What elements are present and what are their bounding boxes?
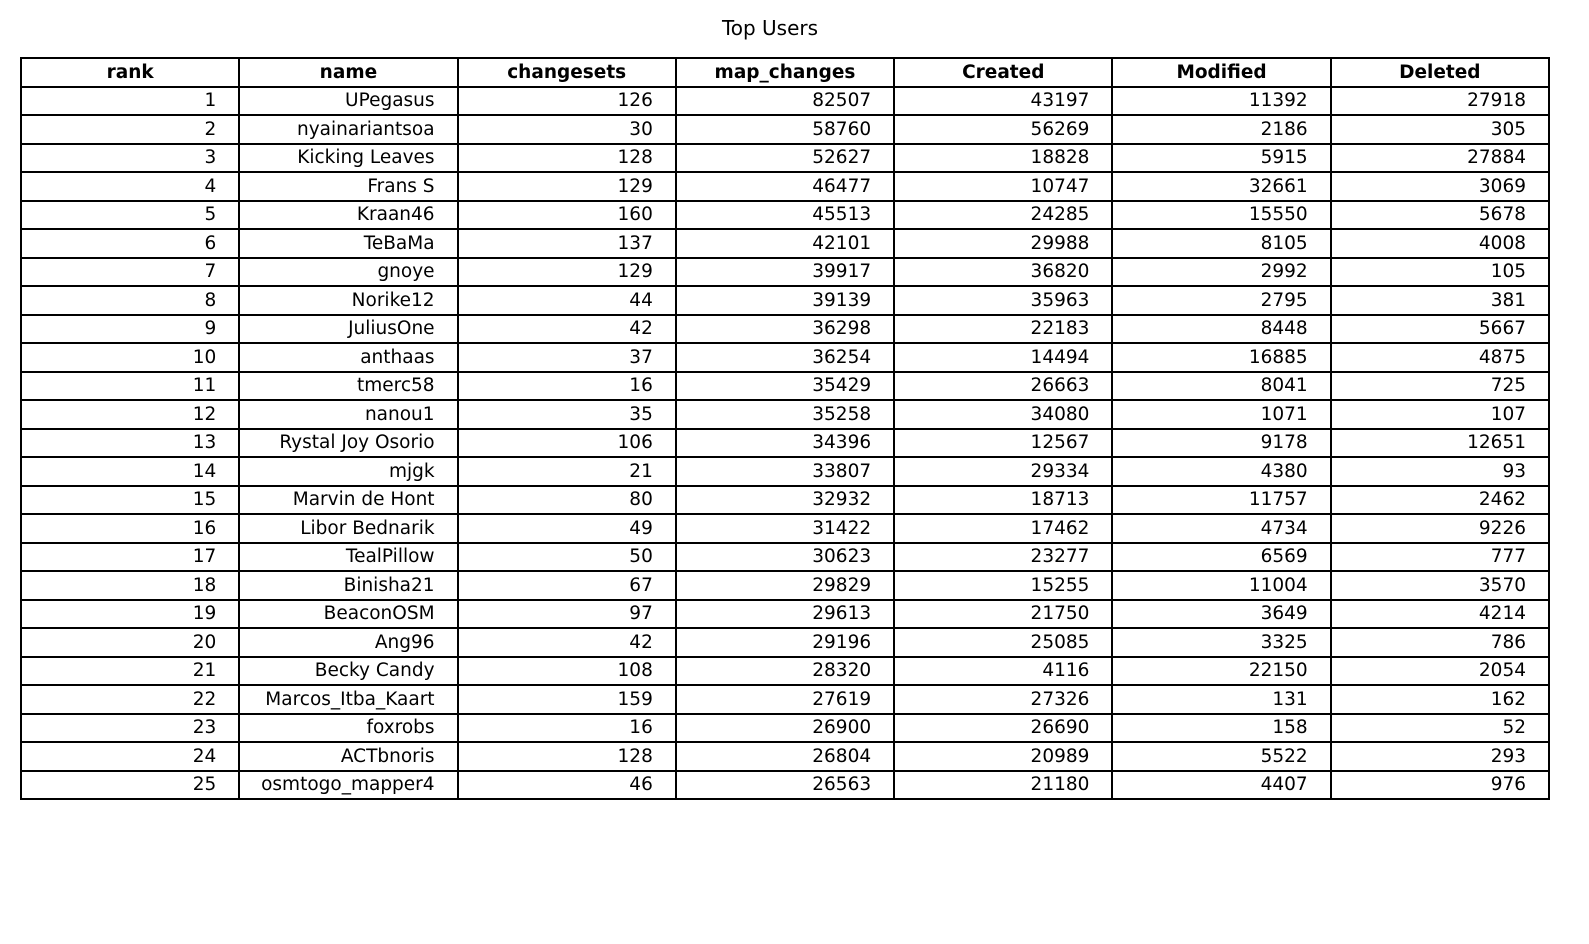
cell-name: Binisha21 bbox=[239, 571, 457, 600]
cell-rank: 24 bbox=[21, 742, 239, 771]
cell-rank: 12 bbox=[21, 400, 239, 429]
cell-name: foxrobs bbox=[239, 714, 457, 743]
cell-created: 27326 bbox=[894, 685, 1112, 714]
cell-name: JuliusOne bbox=[239, 315, 457, 344]
table-row bbox=[21, 685, 1549, 714]
cell-deleted: 976 bbox=[1331, 771, 1549, 800]
cell-modified: 32661 bbox=[1112, 172, 1330, 201]
table-row bbox=[21, 600, 1549, 629]
cell-modified: 2186 bbox=[1112, 115, 1330, 144]
header-modified: Modified bbox=[1112, 58, 1330, 87]
cell-deleted: 3570 bbox=[1331, 571, 1549, 600]
cell-modified: 1071 bbox=[1112, 400, 1330, 429]
cell-changesets: 137 bbox=[458, 229, 676, 258]
cell-modified: 11757 bbox=[1112, 486, 1330, 515]
cell-created: 14494 bbox=[894, 343, 1112, 372]
table-row bbox=[21, 144, 1549, 173]
table-row bbox=[21, 286, 1549, 315]
header-rank: rank bbox=[21, 58, 239, 87]
cell-name: BeaconOSM bbox=[239, 600, 457, 629]
cell-deleted: 105 bbox=[1331, 258, 1549, 287]
cell-rank: 22 bbox=[21, 685, 239, 714]
cell-map-changes: 45513 bbox=[676, 201, 894, 230]
cell-deleted: 786 bbox=[1331, 628, 1549, 657]
cell-modified: 2992 bbox=[1112, 258, 1330, 287]
cell-modified: 6569 bbox=[1112, 543, 1330, 572]
cell-deleted: 3069 bbox=[1331, 172, 1549, 201]
cell-rank: 19 bbox=[21, 600, 239, 629]
cell-modified: 4380 bbox=[1112, 457, 1330, 486]
cell-modified: 5915 bbox=[1112, 144, 1330, 173]
cell-name: Ang96 bbox=[239, 628, 457, 657]
cell-created: 26690 bbox=[894, 714, 1112, 743]
table-row bbox=[21, 372, 1549, 401]
cell-rank: 8 bbox=[21, 286, 239, 315]
cell-changesets: 30 bbox=[458, 115, 676, 144]
cell-created: 22183 bbox=[894, 315, 1112, 344]
cell-map-changes: 31422 bbox=[676, 514, 894, 543]
cell-rank: 1 bbox=[21, 87, 239, 116]
cell-deleted: 4875 bbox=[1331, 343, 1549, 372]
table-row bbox=[21, 571, 1549, 600]
cell-map-changes: 35429 bbox=[676, 372, 894, 401]
table-row bbox=[21, 628, 1549, 657]
cell-map-changes: 28320 bbox=[676, 657, 894, 686]
cell-rank: 25 bbox=[21, 771, 239, 800]
cell-changesets: 67 bbox=[458, 571, 676, 600]
cell-name: Becky Candy bbox=[239, 657, 457, 686]
cell-name: nanou1 bbox=[239, 400, 457, 429]
header-name: name bbox=[239, 58, 457, 87]
cell-modified: 131 bbox=[1112, 685, 1330, 714]
table-row bbox=[21, 87, 1549, 116]
cell-rank: 7 bbox=[21, 258, 239, 287]
cell-name: ACTbnoris bbox=[239, 742, 457, 771]
cell-modified: 9178 bbox=[1112, 429, 1330, 458]
cell-name: Kicking Leaves bbox=[239, 144, 457, 173]
cell-deleted: 725 bbox=[1331, 372, 1549, 401]
cell-modified: 8448 bbox=[1112, 315, 1330, 344]
cell-modified: 8041 bbox=[1112, 372, 1330, 401]
cell-name: Kraan46 bbox=[239, 201, 457, 230]
cell-name: mjgk bbox=[239, 457, 457, 486]
cell-name: tmerc58 bbox=[239, 372, 457, 401]
cell-name: Rystal Joy Osorio bbox=[239, 429, 457, 458]
cell-changesets: 44 bbox=[458, 286, 676, 315]
table-row bbox=[21, 172, 1549, 201]
cell-map-changes: 82507 bbox=[676, 87, 894, 116]
cell-modified: 2795 bbox=[1112, 286, 1330, 315]
cell-name: anthaas bbox=[239, 343, 457, 372]
cell-changesets: 42 bbox=[458, 628, 676, 657]
cell-rank: 18 bbox=[21, 571, 239, 600]
cell-name: Norike12 bbox=[239, 286, 457, 315]
cell-deleted: 93 bbox=[1331, 457, 1549, 486]
cell-map-changes: 52627 bbox=[676, 144, 894, 173]
cell-created: 18713 bbox=[894, 486, 1112, 515]
cell-rank: 15 bbox=[21, 486, 239, 515]
cell-name: Libor Bednarik bbox=[239, 514, 457, 543]
cell-rank: 2 bbox=[21, 115, 239, 144]
cell-name: Marcos_Itba_Kaart bbox=[239, 685, 457, 714]
cell-modified: 3649 bbox=[1112, 600, 1330, 629]
cell-created: 29988 bbox=[894, 229, 1112, 258]
cell-deleted: 5667 bbox=[1331, 315, 1549, 344]
cell-changesets: 16 bbox=[458, 372, 676, 401]
cell-deleted: 107 bbox=[1331, 400, 1549, 429]
cell-changesets: 108 bbox=[458, 657, 676, 686]
cell-created: 21180 bbox=[894, 771, 1112, 800]
cell-map-changes: 35258 bbox=[676, 400, 894, 429]
cell-map-changes: 29613 bbox=[676, 600, 894, 629]
header-map-changes: map_changes bbox=[676, 58, 894, 87]
cell-map-changes: 26804 bbox=[676, 742, 894, 771]
cell-name: Frans S bbox=[239, 172, 457, 201]
cell-created: 18828 bbox=[894, 144, 1112, 173]
cell-name: TealPillow bbox=[239, 543, 457, 572]
cell-rank: 23 bbox=[21, 714, 239, 743]
cell-created: 24285 bbox=[894, 201, 1112, 230]
cell-deleted: 12651 bbox=[1331, 429, 1549, 458]
top-users-table bbox=[20, 57, 1550, 800]
cell-map-changes: 26563 bbox=[676, 771, 894, 800]
cell-created: 25085 bbox=[894, 628, 1112, 657]
cell-created: 15255 bbox=[894, 571, 1112, 600]
table-row bbox=[21, 514, 1549, 543]
cell-changesets: 80 bbox=[458, 486, 676, 515]
cell-deleted: 27884 bbox=[1331, 144, 1549, 173]
cell-modified: 22150 bbox=[1112, 657, 1330, 686]
cell-changesets: 126 bbox=[458, 87, 676, 116]
cell-created: 36820 bbox=[894, 258, 1112, 287]
cell-name: Marvin de Hont bbox=[239, 486, 457, 515]
cell-changesets: 42 bbox=[458, 315, 676, 344]
cell-map-changes: 29829 bbox=[676, 571, 894, 600]
cell-deleted: 5678 bbox=[1331, 201, 1549, 230]
cell-deleted: 2054 bbox=[1331, 657, 1549, 686]
cell-created: 20989 bbox=[894, 742, 1112, 771]
cell-rank: 5 bbox=[21, 201, 239, 230]
cell-modified: 11004 bbox=[1112, 571, 1330, 600]
cell-modified: 11392 bbox=[1112, 87, 1330, 116]
table-row bbox=[21, 315, 1549, 344]
cell-rank: 3 bbox=[21, 144, 239, 173]
cell-map-changes: 36254 bbox=[676, 343, 894, 372]
cell-map-changes: 36298 bbox=[676, 315, 894, 344]
cell-map-changes: 46477 bbox=[676, 172, 894, 201]
cell-changesets: 21 bbox=[458, 457, 676, 486]
cell-map-changes: 39917 bbox=[676, 258, 894, 287]
cell-deleted: 52 bbox=[1331, 714, 1549, 743]
cell-map-changes: 26900 bbox=[676, 714, 894, 743]
cell-map-changes: 32932 bbox=[676, 486, 894, 515]
table-row bbox=[21, 429, 1549, 458]
cell-deleted: 27918 bbox=[1331, 87, 1549, 116]
table-row bbox=[21, 115, 1549, 144]
table-row bbox=[21, 457, 1549, 486]
cell-rank: 21 bbox=[21, 657, 239, 686]
cell-map-changes: 27619 bbox=[676, 685, 894, 714]
cell-modified: 158 bbox=[1112, 714, 1330, 743]
cell-created: 21750 bbox=[894, 600, 1112, 629]
cell-modified: 5522 bbox=[1112, 742, 1330, 771]
table-row bbox=[21, 343, 1549, 372]
table-row bbox=[21, 714, 1549, 743]
cell-map-changes: 30623 bbox=[676, 543, 894, 572]
cell-deleted: 305 bbox=[1331, 115, 1549, 144]
cell-map-changes: 42101 bbox=[676, 229, 894, 258]
cell-rank: 6 bbox=[21, 229, 239, 258]
cell-modified: 15550 bbox=[1112, 201, 1330, 230]
cell-created: 17462 bbox=[894, 514, 1112, 543]
table-row bbox=[21, 229, 1549, 258]
cell-created: 29334 bbox=[894, 457, 1112, 486]
cell-modified: 3325 bbox=[1112, 628, 1330, 657]
cell-changesets: 128 bbox=[458, 144, 676, 173]
cell-created: 23277 bbox=[894, 543, 1112, 572]
cell-changesets: 37 bbox=[458, 343, 676, 372]
cell-rank: 14 bbox=[21, 457, 239, 486]
cell-changesets: 129 bbox=[458, 172, 676, 201]
cell-created: 34080 bbox=[894, 400, 1112, 429]
cell-changesets: 46 bbox=[458, 771, 676, 800]
table-row bbox=[21, 657, 1549, 686]
cell-deleted: 4008 bbox=[1331, 229, 1549, 258]
cell-created: 43197 bbox=[894, 87, 1112, 116]
cell-created: 10747 bbox=[894, 172, 1112, 201]
cell-rank: 9 bbox=[21, 315, 239, 344]
cell-changesets: 160 bbox=[458, 201, 676, 230]
cell-name: TeBaMa bbox=[239, 229, 457, 258]
cell-rank: 10 bbox=[21, 343, 239, 372]
header-created: Created bbox=[894, 58, 1112, 87]
cell-name: nyainariantsoa bbox=[239, 115, 457, 144]
cell-modified: 8105 bbox=[1112, 229, 1330, 258]
cell-rank: 4 bbox=[21, 172, 239, 201]
cell-changesets: 128 bbox=[458, 742, 676, 771]
cell-changesets: 106 bbox=[458, 429, 676, 458]
cell-name: UPegasus bbox=[239, 87, 457, 116]
table-row bbox=[21, 258, 1549, 287]
cell-map-changes: 33807 bbox=[676, 457, 894, 486]
header-changesets: changesets bbox=[458, 58, 676, 87]
cell-changesets: 16 bbox=[458, 714, 676, 743]
cell-modified: 4407 bbox=[1112, 771, 1330, 800]
cell-deleted: 162 bbox=[1331, 685, 1549, 714]
header-row bbox=[21, 58, 1549, 87]
cell-changesets: 159 bbox=[458, 685, 676, 714]
cell-map-changes: 34396 bbox=[676, 429, 894, 458]
cell-name: gnoye bbox=[239, 258, 457, 287]
cell-changesets: 49 bbox=[458, 514, 676, 543]
table-row bbox=[21, 543, 1549, 572]
cell-created: 56269 bbox=[894, 115, 1112, 144]
cell-deleted: 9226 bbox=[1331, 514, 1549, 543]
cell-created: 12567 bbox=[894, 429, 1112, 458]
cell-rank: 13 bbox=[21, 429, 239, 458]
header-deleted: Deleted bbox=[1331, 58, 1549, 87]
table-title: Top Users bbox=[721, 16, 819, 40]
cell-rank: 16 bbox=[21, 514, 239, 543]
cell-rank: 20 bbox=[21, 628, 239, 657]
table-row bbox=[21, 742, 1549, 771]
cell-deleted: 293 bbox=[1331, 742, 1549, 771]
cell-map-changes: 39139 bbox=[676, 286, 894, 315]
cell-rank: 17 bbox=[21, 543, 239, 572]
table-row bbox=[21, 486, 1549, 515]
cell-map-changes: 58760 bbox=[676, 115, 894, 144]
cell-deleted: 2462 bbox=[1331, 486, 1549, 515]
cell-modified: 4734 bbox=[1112, 514, 1330, 543]
cell-changesets: 50 bbox=[458, 543, 676, 572]
cell-name: osmtogo_mapper4 bbox=[239, 771, 457, 800]
cell-changesets: 35 bbox=[458, 400, 676, 429]
table-row bbox=[21, 771, 1549, 800]
cell-rank: 11 bbox=[21, 372, 239, 401]
cell-created: 35963 bbox=[894, 286, 1112, 315]
cell-created: 4116 bbox=[894, 657, 1112, 686]
table-row bbox=[21, 400, 1549, 429]
cell-changesets: 97 bbox=[458, 600, 676, 629]
table-row bbox=[21, 201, 1549, 230]
cell-modified: 16885 bbox=[1112, 343, 1330, 372]
cell-deleted: 4214 bbox=[1331, 600, 1549, 629]
cell-created: 26663 bbox=[894, 372, 1112, 401]
cell-deleted: 777 bbox=[1331, 543, 1549, 572]
table-body bbox=[21, 87, 1549, 800]
cell-deleted: 381 bbox=[1331, 286, 1549, 315]
cell-map-changes: 29196 bbox=[676, 628, 894, 657]
cell-changesets: 129 bbox=[458, 258, 676, 287]
